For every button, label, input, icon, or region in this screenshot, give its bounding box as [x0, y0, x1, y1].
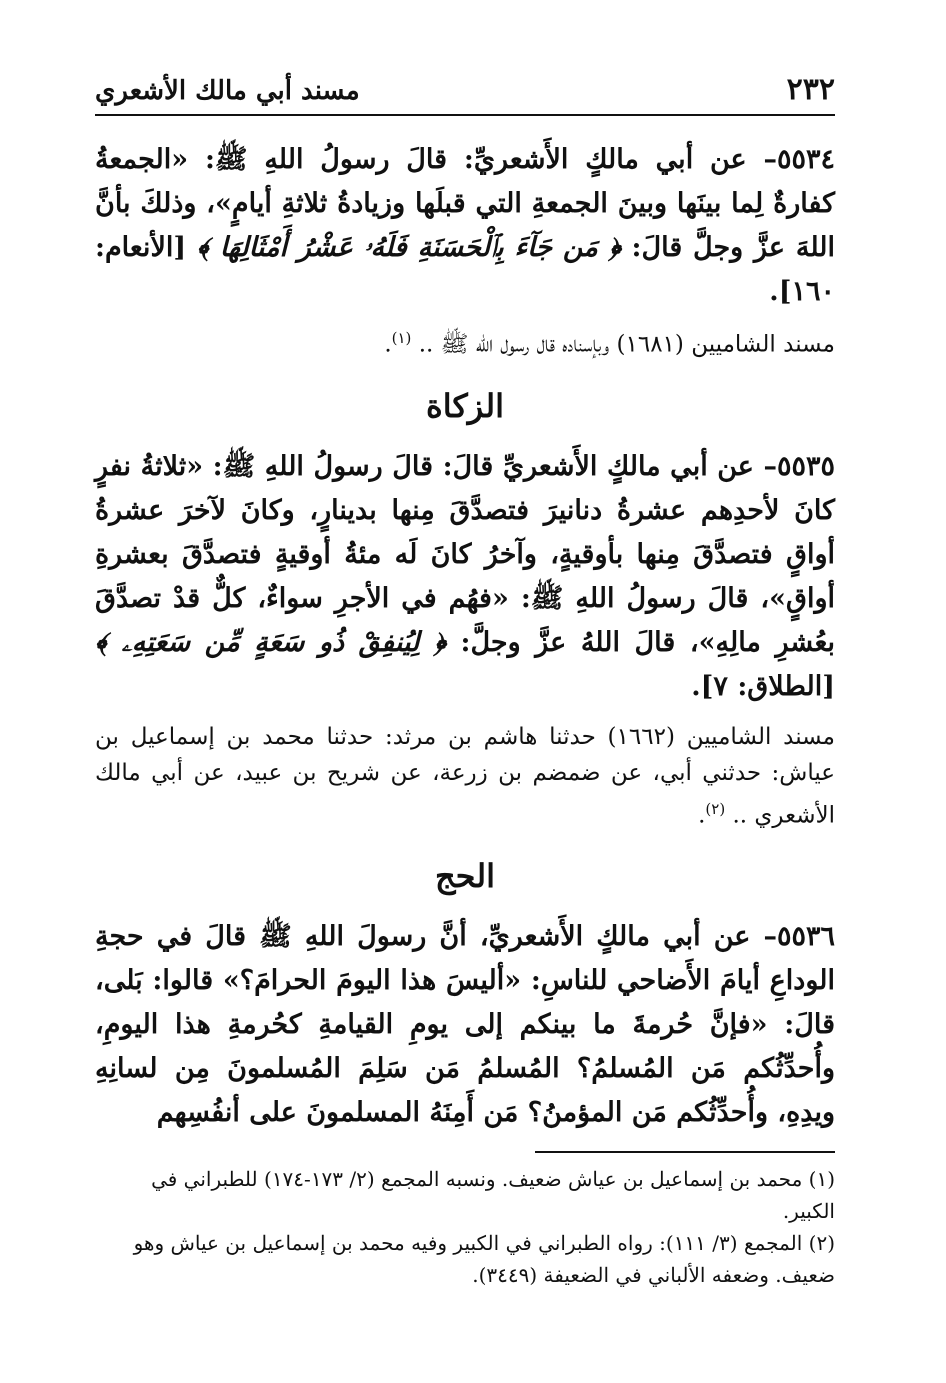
hadith-5536	[95, 915, 835, 1135]
hadith-text: – عن أبي مالكٍ الأَشعريِّ، أنَّ رسولَ اللهِ ﷺ قالَ في حجةِ الوداعِ أيامَ الأَضاحي للناسِ: «أليسَ هذا اليومَ الحرامَ؟» قالوا: بَلى، قالَ: «فإنَّ حُرمةَ ما بينكم إلى يومِ القيامةِ كحُرمةِ هذا اليومِ، وأُحدِّثُكم مَن المُسلمُ؟ المُسلمُ مَن سَلِمَ المُسلمونَ مِن لسانِهِ ويدِهِ، وأُحدِّثُكم مَن المؤمنُ؟ مَن أَمِنَهُ المسلمونَ على أنفُسِهم	[95, 921, 835, 1129]
section-heading-zakat: الزكاة	[425, 386, 505, 425]
quran-verse: ﴿ لِيُنفِقْ ذُو سَعَةٍ مِّن سَعَتِهِۦ ﴾	[95, 626, 446, 658]
hadith-source: مسند الشاميين (١٦٦٢) حدثنا هاشم بن مرثد: حدثنا محمد بن إسماعيل بن عياش: حدثني أبي، عن ضمضم بن زرعة، عن شريح بن عبيد، عن أبي مالك الأشعري .. $^{(٢)}$.	[95, 723, 835, 829]
source-text: مسند الشاميين (١٦٦٢) حدثنا هاشم بن مرثد: حدثنا محمد بن إسماعيل بن عياش: حدثني أبي، عن ضمضم بن زرعة، عن شريح بن عبيد، عن أبي مالك الأشعري ..	[95, 723, 835, 829]
hadith-number: ٥٥٣٥	[776, 450, 835, 482]
quran-reference: [الطلاق: ٧].	[691, 670, 835, 702]
hadith-number: ٥٥٣٤	[776, 144, 835, 175]
page	[95, 70, 835, 1291]
footnote-2: (٢) المجمع (٣/ ١١١): رواه الطبراني في الكبير وفيه محمد بن إسماعيل بن عياش وهو ضعيف. وضعفه الألباني في الضعيفة (٣٤٤٩).	[133, 1231, 835, 1288]
running-header	[95, 70, 835, 116]
footnote-mark: (٢)	[705, 799, 726, 818]
footnote-mark: (١)	[391, 329, 412, 347]
hadith-5534	[95, 138, 835, 314]
hadith-number: ٥٥٣٦	[776, 921, 835, 953]
page-number: ٢٣٢	[786, 72, 835, 107]
source-text: مسند الشاميين (١٦٨١) وبإسناده قال رسول الله ﷺ ..	[411, 331, 835, 358]
quran-reference: [الأنعام: ١٦٠].	[95, 232, 835, 307]
quran-verse: ﴿ مَن جَآءَ بِٱلْحَسَنَةِ فَلَهُۥ عَشْرُ أَمْثَالِهَا ﴾	[196, 232, 621, 263]
hadith-text: – عن أبي مالكٍ الأَشعريِّ قالَ: قالَ رسولُ اللهِ ﷺ: «ثلاثةُ نفرٍ كانَ لأحدِهم عشرةُ دنانيرَ فتصدَّقَ مِنها بدينارٍ، وكانَ لآخرَ عشرةُ أواقٍ فتصدَّقَ مِنها بأوقيةٍ، وآخرُ كانَ لَه مئةُ أوقيةٍ فتصدَّقَ بعشرةِ أواقٍ»، قالَ رسولُ اللهِ ﷺ: «فهُم في الأجرِ سواءٌ، كلٌّ قدْ تصدَّقَ بعُشرِ مالِهِ»، قالَ اللهُ عزَّ وجلَّ:	[95, 450, 835, 658]
hadith-source: مسند الشاميين (١٦٨١) وبإسناده قال رسول الله ﷺ .. $^{(١)}$.	[384, 329, 835, 358]
hadith-text: – عن أبي مالكٍ الأَشعريِّ: قالَ رسولُ اللهِ ﷺ: «الجمعةُ كفارةٌ لِما بينَها وبينَ الجمعةِ التي قبلَها وزيادةُ ثلاثةِ أيامٍ»، وذلكَ بأنَّ اللهَ عزَّ وجلَّ قالَ:	[95, 144, 835, 263]
section-heading-hajj: الحج	[435, 857, 495, 896]
footnote-1: (١) محمد بن إسماعيل بن عياش ضعيف. ونسبه المجمع (٢/ ١٧٣-١٧٤) للطبراني في الكبير.	[151, 1167, 835, 1224]
header-title: مسند أبي مالك الأشعري	[95, 76, 360, 106]
hadith-5535	[95, 445, 835, 709]
